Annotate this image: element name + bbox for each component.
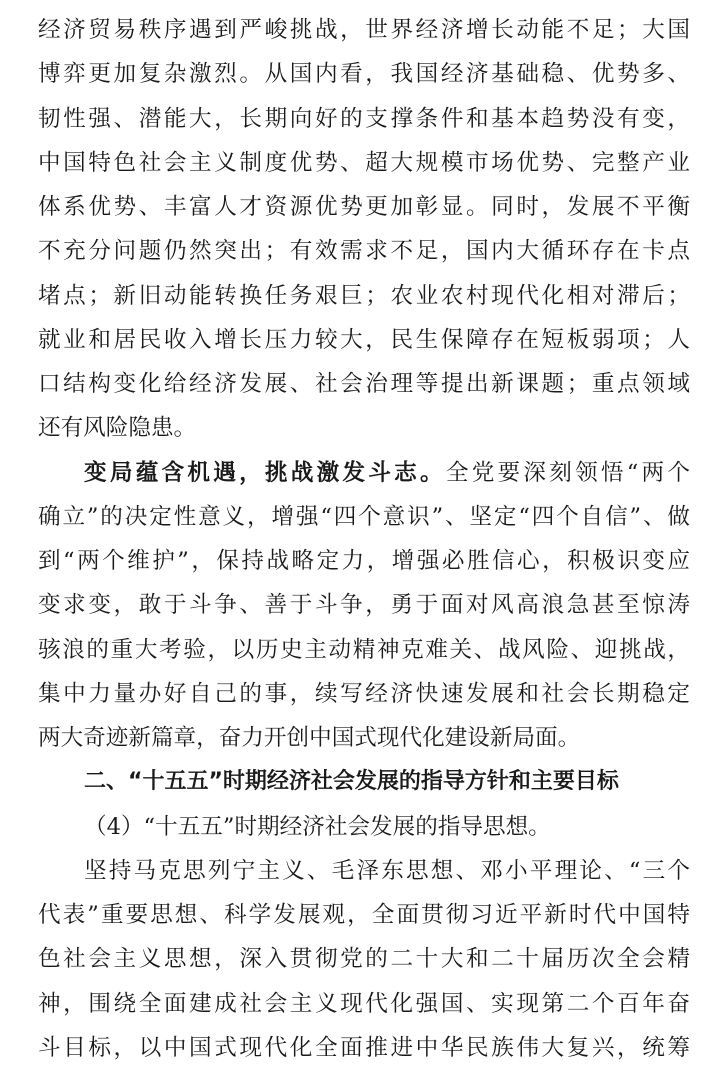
text-line-first xyxy=(84,455,690,491)
text-line: 就业和居民收入增长压力较大，民生保障存在短板弱项；人 xyxy=(38,326,690,353)
text-line: 堵点；新旧动能转换任务艰巨；农业农村现代化相对滞后； xyxy=(38,282,690,309)
text-line: 还有风险隐患。 xyxy=(38,415,197,442)
text-line: 确立”的决定性意义，增强“四个意识”、坚定“四个自信”、做 xyxy=(38,503,690,530)
text-line: 经济贸易秩序遇到严峻挑战，世界经济增长动能不足；大国 xyxy=(38,17,690,43)
text-line-first: 坚持马克思列宁主义、毛泽东思想、邓小平理论、“三个 xyxy=(84,857,690,884)
section-heading: 二、“十五五”时期经济社会发展的指导方针和主要目标 xyxy=(84,769,619,795)
text-line: 口结构变化给经济发展、社会治理等提出新课题；重点领域 xyxy=(38,371,690,398)
text-line: 不充分问题仍然突出；有效需求不足，国内大循环存在卡点 xyxy=(38,238,690,265)
text-line: 集中力量办好自己的事，续写经济快速发展和社会长期稳定 xyxy=(38,680,690,707)
text-line: 到“两个维护”，保持战略定力，增强必胜信心，积极识变应 xyxy=(38,548,690,575)
text-line: 韧性强、潜能大，长期向好的支撑条件和基本趋势没有变， xyxy=(38,105,690,132)
bold-lead: 变局蕴含机遇，挑战激发斗志。 xyxy=(84,459,446,486)
text-run: 全党要深刻领悟“两个 xyxy=(445,459,690,486)
text-line: 中国特色社会主义制度优势、超大规模市场优势、完整产业 xyxy=(38,149,690,176)
text-line: 体系优势、丰富人才资源优势更加彰显。同时，发展不平衡 xyxy=(38,194,690,221)
text-line: 代表”重要思想、科学发展观，全面贯彻习近平新时代中国特 xyxy=(38,902,690,929)
text-line: 变求变，敢于斗争、善于斗争，勇于面对风高浪急甚至惊涛 xyxy=(38,592,690,619)
text-line: 骇浪的重大考验，以历史主动精神克难关、战风险、迎挑战， xyxy=(38,636,690,663)
text-line: 两大奇迹新篇章，奋力开创中国式现代化建设新局面。 xyxy=(38,725,581,752)
subsection-heading: （4）“十五五”时期经济社会发展的指导思想。 xyxy=(84,813,551,840)
text-line: 博弈更加复杂激烈。从国内看，我国经济基础稳、优势多、 xyxy=(38,61,690,88)
text-line: 神，围绕全面建成社会主义现代化强国、实现第二个百年奋 xyxy=(38,990,690,1017)
text-line: 色社会主义思想，深入贯彻党的二十大和二十届历次全会精 xyxy=(38,946,690,973)
text-line: 斗目标，以中国式现代化全面推进中华民族伟大复兴，统筹 xyxy=(38,1035,690,1061)
